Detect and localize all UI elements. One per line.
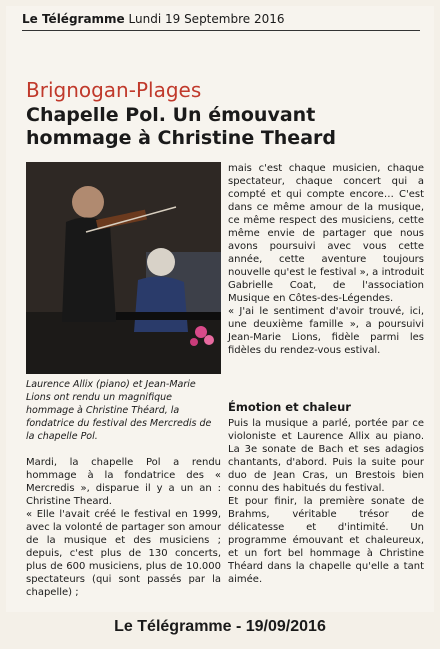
body-paragraph: Puis la musique a parlé, portée par ce violoniste et Laurence Allix au piano. La 3e sonate de Bach et ses adagios chantants, d'abord. Puis la suite pour duo de Jean Cras, un Brestois bien connu des habitués du festival. bbox=[228, 418, 424, 494]
town-heading: Brignogan-Plages bbox=[26, 78, 202, 102]
article-headline: Chapelle Pol. Un émouvant hommage à Christine Theard bbox=[26, 104, 336, 149]
article-body-right bbox=[228, 162, 424, 357]
body-paragraph: Mardi, la chapelle Pol a rendu hommage à la fondatrice des « Mercredis », disparue il y a un an : Christine Theard. bbox=[26, 457, 221, 507]
concert-photo-illustration bbox=[26, 162, 221, 374]
body-paragraph: Et pour finir, la première sonate de Brahms, véritable trésor de délicatesse et d'intimité. Un programme émouvant et chaleureux, et un fort bel hommage à Christine Théard dans la chapelle qu'elle a tant aimée. bbox=[228, 496, 424, 585]
article-subheading: Émotion et chaleur bbox=[228, 400, 351, 414]
masthead-date: Lundi 19 Septembre 2016 bbox=[128, 12, 285, 26]
masthead-paper-name: Le Télégramme bbox=[22, 12, 125, 26]
source-footer: Le Télégramme - 19/09/2016 bbox=[114, 618, 326, 635]
body-paragraph: « Elle l'avait créé le festival en 1999, avec la volonté de partager son amour de la musique et des musiciens ; depuis, c'est plus de 130 concerts, plus de 600 musiciens, plus de 10.000 spectateurs (qui sont passés par la chapelle) ; bbox=[26, 509, 221, 598]
photo-caption: Laurence Allix (piano) et Jean-Marie Lions ont rendu un magnifique hommage à Christine Théard, la fondatrice du festival des Mercredis de la chapelle Pol. bbox=[26, 379, 212, 442]
body-paragraph: mais c'est chaque musicien, chaque spectateur, chaque concert qui a compté et qui compte encore… C'est dans ce même amour de la musique, ce même respect des musiciens, cette même envie de partager que nous avons poursuivi avec vous cette année, cette aventure toujours nouvelle qu'est le festival », a introduit Gabrielle Coat, de l'association Musique en Côtes-des-Légendes. bbox=[228, 163, 424, 304]
article-photo bbox=[26, 162, 221, 374]
article-body-left bbox=[26, 456, 221, 599]
masthead-rule bbox=[22, 30, 420, 31]
article-body-right-2 bbox=[228, 417, 424, 586]
body-paragraph: « J'ai le sentiment d'avoir trouvé, ici, une deuxième famille », a poursuivi Jean-Marie Lions, fidèle parmi les fidèles du rendez-vous estival. bbox=[228, 306, 424, 356]
